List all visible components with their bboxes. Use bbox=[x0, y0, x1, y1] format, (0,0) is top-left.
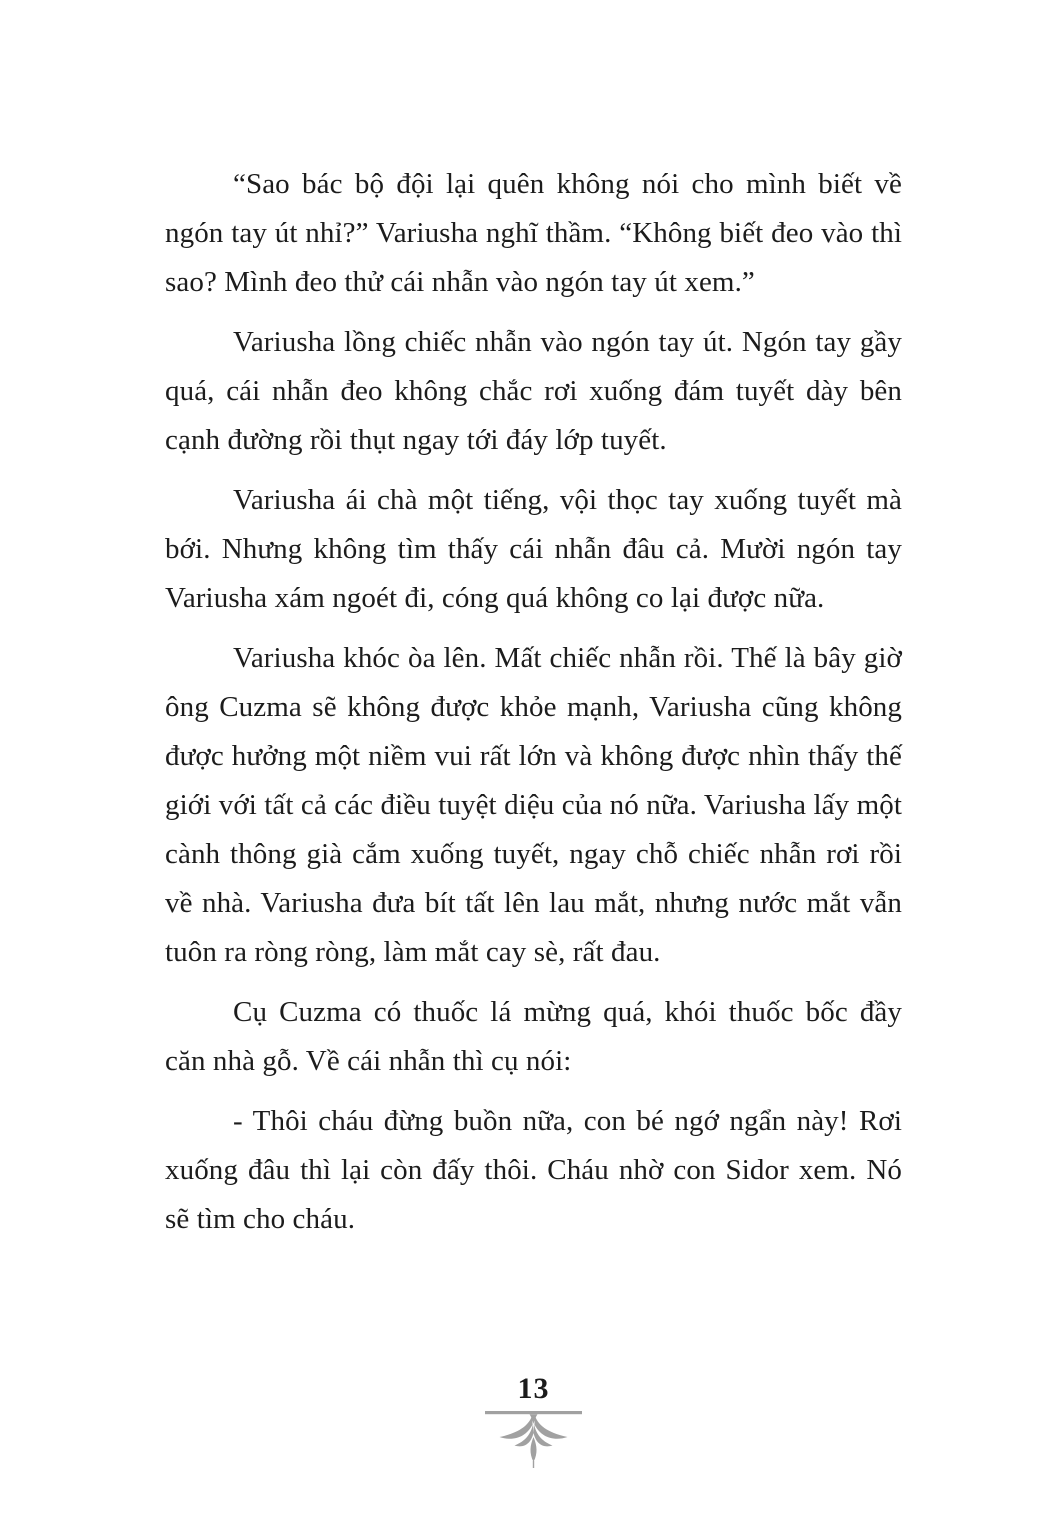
paragraph: Variusha ái chà một tiếng, vội thọc tay xuống tuyết mà bới. Nhưng không tìm thấy cái nhẫn đâu cả. Mười ngón tay Variusha xám ngoét đi, cóng quá không co lại được nữa. bbox=[165, 484, 902, 614]
paragraph: “Sao bác bộ đội lại quên không nói cho mình biết về ngón tay út nhỉ?” Variusha nghĩ thầm. “Không biết đeo vào thì sao? Mình đeo thử cái nhẫn vào ngón tay út xem.” bbox=[165, 168, 902, 298]
text-block bbox=[165, 160, 902, 1244]
paragraph: Variusha lồng chiếc nhẫn vào ngón tay út. Ngón tay gầy quá, cái nhẫn đeo không chắc rơi xuống đám tuyết dày bên cạnh đường rồi thụt ngay tới đáy lớp tuyết. bbox=[165, 326, 902, 456]
paragraph: Cụ Cuzma có thuốc lá mừng quá, khói thuốc bốc đầy căn nhà gỗ. Về cái nhẫn thì cụ nói: bbox=[165, 996, 902, 1077]
page-number: 13 bbox=[517, 1372, 550, 1405]
page-footer bbox=[165, 1374, 902, 1469]
fleuron-divider-icon bbox=[485, 1411, 582, 1469]
footer-rule bbox=[485, 1411, 582, 1414]
paragraph: Variusha khóc òa lên. Mất chiếc nhẫn rồi. Thế là bây giờ ông Cuzma sẽ không được khỏe mạnh, Variusha cũng không được hưởng một niềm vui rất lớn và không được nhìn thấy thế giới với tất cả các điều tuyệt diệu của nó nữa. Variusha lấy một cành thông già cắm xuống tuyết, ngay chỗ chiếc nhẫn rơi rồi về nhà. Variusha đưa bít tất lên lau mắt, nhưng nước mắt vẫn tuôn ra ròng ròng, làm mắt cay sè, rất đau. bbox=[165, 642, 902, 968]
paragraph: - Thôi cháu đừng buồn nữa, con bé ngớ ngẩn này! Rơi xuống đâu thì lại còn đấy thôi. Cháu nhờ con Sidor xem. Nó sẽ tìm cho cháu. bbox=[165, 1105, 902, 1235]
